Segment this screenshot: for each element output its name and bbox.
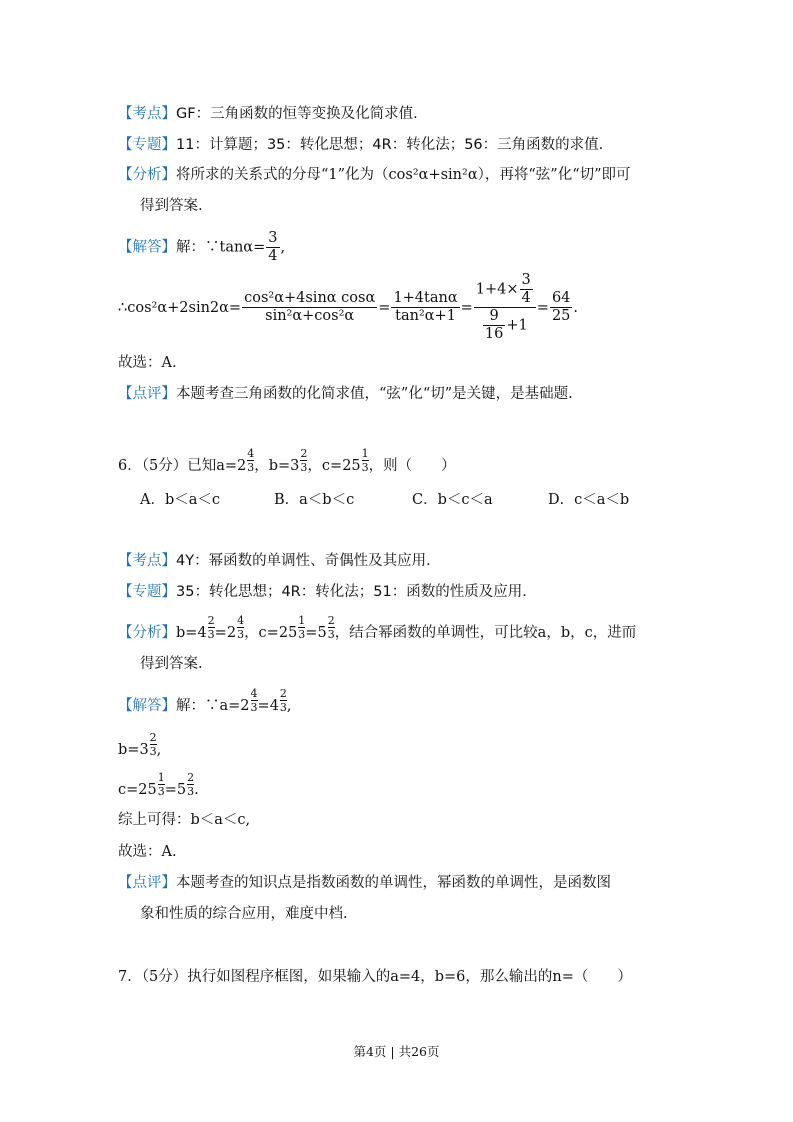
exp-den: 3 bbox=[237, 628, 245, 641]
exp-den: 3 bbox=[207, 628, 215, 641]
q7-stem: 7．（5分）执行如图程序框图，如果输入的a=4，b=6，那么输出的n=（ ） bbox=[118, 969, 632, 985]
power bbox=[317, 614, 335, 653]
frac-num bbox=[474, 272, 536, 307]
tag-fenxi: 【分析】 bbox=[118, 167, 176, 183]
exp-num: 2 bbox=[187, 771, 195, 784]
equals: = bbox=[305, 625, 318, 641]
exp-den: 3 bbox=[157, 785, 165, 798]
q5-fenxi bbox=[118, 165, 631, 185]
dianping-text: 本题考查三角函数的化简求值，“弦”化“切”是关键，是基础题. bbox=[176, 386, 573, 402]
pow-base: 25 bbox=[278, 625, 298, 641]
page-footer: 第4页 | 共26页 bbox=[353, 1044, 440, 1059]
tag-dianping: 【点评】 bbox=[118, 386, 176, 402]
equals: = bbox=[257, 698, 270, 714]
q6-dianping-cont: 象和性质的综合应用，难度中档. bbox=[140, 906, 348, 922]
frac-num: 9 bbox=[489, 308, 499, 324]
power bbox=[138, 771, 165, 810]
exp-den: 3 bbox=[187, 785, 195, 798]
option-b[interactable]: B．a＜b＜c bbox=[274, 492, 355, 508]
kaodian-text: 4Y：幂函数的单调性、奇偶性及其应用. bbox=[176, 553, 431, 569]
zhuanti-text: 35：转化思想；4R：转化法；51：函数的性质及应用. bbox=[176, 584, 527, 600]
exp-num: 2 bbox=[279, 687, 287, 700]
power bbox=[197, 614, 215, 653]
exp-num: 1 bbox=[361, 447, 369, 460]
exp-num: 4 bbox=[250, 687, 258, 700]
kaodian-text: GF：三角函数的恒等变换及化简求值. bbox=[176, 106, 418, 122]
q6-fenxi bbox=[118, 614, 637, 653]
fraction bbox=[520, 272, 533, 307]
pow-base: 25 bbox=[138, 782, 157, 798]
frac-den: 16 bbox=[484, 326, 504, 342]
tag-kaodian: 【考点】 bbox=[118, 553, 176, 569]
exp-den: 3 bbox=[298, 628, 306, 641]
frac-den: 25 bbox=[551, 308, 571, 324]
fenxi-tail: ，结合幂函数的单调性，可比较a，b，c，进而 bbox=[334, 625, 637, 641]
option-c[interactable]: C．b＜c＜a bbox=[412, 492, 493, 508]
pow-base: 5 bbox=[176, 782, 187, 798]
exp-num: 2 bbox=[327, 614, 335, 627]
q6-zongshang: 综上可得：b＜a＜c, bbox=[118, 812, 251, 828]
tag-dianping: 【点评】 bbox=[118, 875, 176, 891]
exp-den: 3 bbox=[279, 701, 287, 714]
q5-zhuanti bbox=[118, 135, 603, 155]
equals: = bbox=[460, 299, 473, 316]
punct: , bbox=[286, 698, 292, 714]
sep: ，b= bbox=[254, 458, 291, 474]
pow-base: 3 bbox=[290, 458, 300, 474]
pow-base: 2 bbox=[240, 698, 250, 714]
option-d[interactable]: D．c＜a＜b bbox=[548, 492, 630, 508]
fraction bbox=[550, 290, 572, 325]
power bbox=[278, 614, 306, 653]
fenxi-text: 将所求的关系式的分母“1”化为（cos²α+sin²α），再将“弦”化“切”即可 bbox=[176, 167, 631, 183]
zhuanti-text: 11：计算题；35：转化思想；4R：转化法；56：三角函数的求值. bbox=[176, 137, 604, 153]
tag-zhuanti: 【专题】 bbox=[118, 137, 176, 153]
q5-guxuan: 故选：A. bbox=[118, 355, 177, 371]
q6-dianping bbox=[118, 873, 611, 893]
power bbox=[269, 687, 287, 726]
q6-kaodian bbox=[118, 551, 431, 571]
exp-den: 3 bbox=[247, 461, 255, 474]
exp-num: 1 bbox=[157, 771, 165, 784]
q6-jieda bbox=[118, 687, 292, 726]
pow-base: 25 bbox=[342, 458, 361, 474]
tag-kaodian: 【考点】 bbox=[118, 106, 176, 122]
tag-zhuanti: 【专题】 bbox=[118, 584, 176, 600]
equals: = bbox=[536, 299, 549, 316]
q6-fenxi-cont: 得到答案. bbox=[140, 656, 203, 672]
q6-stem bbox=[118, 447, 456, 486]
exp-num: 2 bbox=[300, 447, 308, 460]
power bbox=[290, 447, 308, 486]
dianping-text: 本题考查的知识点是指数函数的单调性，幂函数的单调性，是函数图 bbox=[176, 875, 611, 891]
den-post: +1 bbox=[506, 317, 528, 334]
sep: ，c= bbox=[307, 458, 343, 474]
exp-num: 4 bbox=[237, 614, 245, 627]
exp-den: 3 bbox=[361, 461, 369, 474]
tag-jieda: 【解答】 bbox=[118, 698, 176, 714]
frac-num: 3 bbox=[521, 272, 531, 288]
power bbox=[139, 731, 157, 770]
pow-base: 4 bbox=[197, 625, 207, 641]
jieda-text: 解：∵tanα= bbox=[176, 239, 266, 256]
stem-pre: 6．（5分）已知a= bbox=[118, 458, 237, 474]
pow-base: 2 bbox=[237, 458, 247, 474]
power bbox=[226, 614, 245, 653]
q5-kaodian bbox=[118, 104, 418, 124]
exp-num: 4 bbox=[247, 447, 255, 460]
frac-den: sin²α+cos²α bbox=[265, 308, 355, 324]
eq-lhs: ∴cos²α+2sin2α= bbox=[118, 299, 242, 316]
exp-den: 3 bbox=[300, 461, 308, 474]
punct: . bbox=[194, 782, 199, 798]
exp-num: 2 bbox=[207, 614, 215, 627]
fraction bbox=[483, 308, 505, 343]
frac-num: 64 bbox=[551, 290, 571, 306]
power bbox=[342, 447, 369, 486]
fraction bbox=[391, 290, 459, 325]
exp-den: 3 bbox=[149, 745, 157, 758]
frac-num: 1+4tanα bbox=[393, 290, 458, 306]
power bbox=[240, 687, 258, 726]
q6-guxuan: 故选：A. bbox=[118, 844, 177, 860]
pow-base: 5 bbox=[317, 625, 327, 641]
fraction bbox=[242, 290, 377, 325]
frac-den: tan²α+1 bbox=[395, 308, 456, 324]
pow-base: 3 bbox=[139, 742, 149, 758]
fraction bbox=[266, 230, 279, 265]
q5-equation bbox=[118, 272, 578, 343]
q5-fenxi-cont: 得到答案. bbox=[140, 198, 203, 214]
exp-den: 3 bbox=[327, 628, 335, 641]
q5-dianping bbox=[118, 384, 573, 404]
tag-jieda: 【解答】 bbox=[118, 239, 176, 256]
option-a[interactable]: A．b＜a＜c bbox=[140, 492, 221, 508]
punct: , bbox=[280, 239, 286, 256]
frac-den: 4 bbox=[521, 290, 531, 306]
frac-den: 4 bbox=[268, 248, 278, 264]
num-pre: 1+4× bbox=[475, 281, 519, 298]
punct: . bbox=[573, 299, 578, 316]
exp-num: 1 bbox=[298, 614, 306, 627]
exp-den: 3 bbox=[250, 701, 258, 714]
pow-base: 4 bbox=[269, 698, 279, 714]
fraction bbox=[474, 272, 536, 343]
equals: = bbox=[164, 782, 177, 798]
jieda-text: 解：∵a= bbox=[176, 698, 241, 714]
power bbox=[237, 447, 255, 486]
power bbox=[176, 771, 195, 810]
q6-zhuanti bbox=[118, 582, 527, 602]
q6-jieda-b bbox=[118, 731, 162, 770]
fenxi-text: b= bbox=[176, 625, 198, 641]
jc-pre: c= bbox=[118, 782, 139, 798]
pow-base: 2 bbox=[226, 625, 237, 641]
exp-num: 2 bbox=[149, 731, 157, 744]
equals: = bbox=[214, 625, 227, 641]
tag-fenxi: 【分析】 bbox=[118, 625, 176, 641]
frac-num: cos²α+4sinα cosα bbox=[244, 290, 376, 306]
frac-den bbox=[480, 308, 530, 343]
frac-num: 3 bbox=[268, 230, 278, 246]
jb-pre: b= bbox=[118, 742, 140, 758]
q5-jieda bbox=[118, 230, 285, 265]
stem-post: ，则（ ） bbox=[368, 458, 456, 474]
sep: ，c= bbox=[244, 625, 279, 641]
equals: = bbox=[378, 299, 391, 316]
q6-jieda-c bbox=[118, 771, 199, 810]
punct: , bbox=[156, 742, 162, 758]
